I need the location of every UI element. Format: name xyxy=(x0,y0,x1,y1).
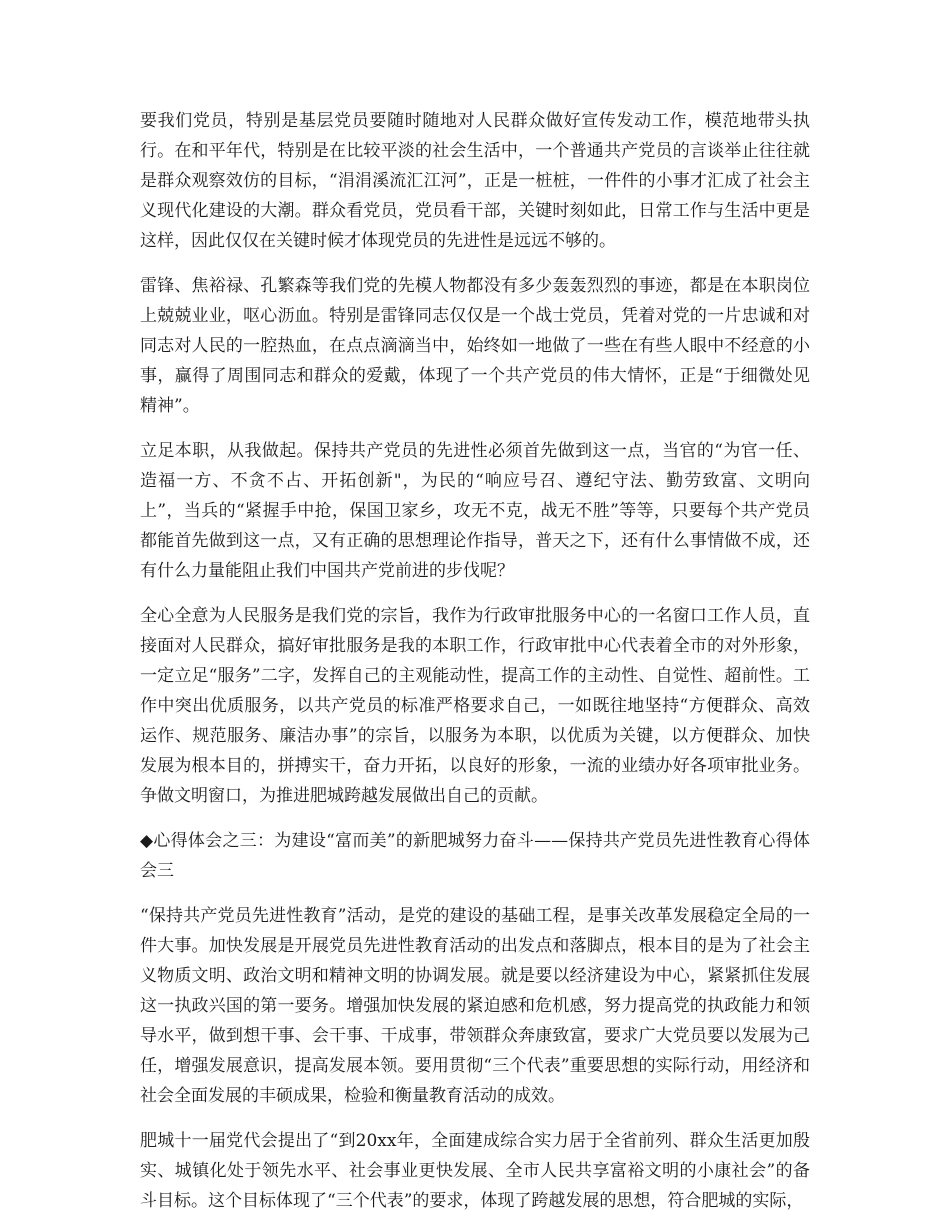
paragraph-3: 立足本职，从我做起。保持共产党员的先进性必须首先做到这一点，当官的“为官一任、造福一方、不贪不占、开拓创新"，为民的“响应号召、遵纪守法、勤劳致富、文明向上”，当兵的“紧握手中抢，保国卫家乡，攻无不克，战无不胜”等等，只要每个共产党员都能首先做到这一点，又有正确的思想理论作指导，普天之下，还有什么事情做不成，还有什么力量能阻止我们中国共产党前进的步伐呢？ xyxy=(140,441,810,581)
paragraph-5: “保持共产党员先进性教育”活动，是党的建设的基础工程，是事关改革发展稳定全局的一件大事。加快发展是开展党员先进性教育活动的出发点和落脚点，根本目的是为了社会主义物质文明、政治文明和精神文明的协调发展。就是要以经济建设为中心，紧紧抓住发展这一执政兴国的第一要务。增强加快发展的紧迫感和危机感，努力提高党的执政能力和领导水平，做到想干事、会干事、干成事，带领群众奔康致富，要求广大党员要以发展为己任，增强发展意识，提高发展本领。要用贯彻“三个代表”重要思想的实际行动，用经济和社会全面发展的丰硕成果，检验和衡量教育活动的成效。 xyxy=(140,906,810,1106)
paragraph-4: 全心全意为人民服务是我们党的宗旨，我作为行政审批服务中心的一名窗口工作人员，直接面对人民群众，搞好审批服务是我的本职工作，行政审批中心代表着全市的对外形象，一定立足“服务”二字，发挥自己的主观能动性，提高工作的主动性、自觉性、超前性。工作中突出优质服务，以共产党员的标准严格要求自己，一如既往地坚持“方便群众、高效运作、规范服务、廉洁办事”的宗旨，以服务为本职，以优质为关键，以方便群众、加快发展为根本目的，拼搏实干，奋力开拓，以良好的形象，一流的业绩办好各项审批业务。争做文明窗口，为推进肥城跨越发展做出自己的贡献。 xyxy=(140,606,810,806)
paragraph-6: 肥城十一届党代会提出了“到20xx年，全面建成综合实力居于全省前列、群众生活更加殷实、城镇化处于领先水平、社会事业更快发展、全市人民共享富裕文明的小康社会”的备斗目标。这个目标体现了“三个代表”的要求，体现了跨越发展的思想，符合肥城的实际， xyxy=(140,1131,810,1211)
section-heading: ◆心得体会之三：为建设“富而美”的新肥城努力奋斗——保持共产党员先进性教育心得体会三 xyxy=(140,831,810,881)
paragraph-2: 雷锋、焦裕禄、孔繁森等我们党的先模人物都没有多少轰轰烈烈的事迹，都是在本职岗位上兢兢业业，呕心沥血。特别是雷锋同志仅仅是一个战士党员，凭着对党的一片忠诚和对同志对人民的一腔热血，在点点滴滴当中，始终如一地做了一些在有些人眼中不经意的小事，赢得了周围同志和群众的爱戴，体现了一个共产党员的伟大情怀，正是“于细微处见精神”。 xyxy=(140,276,810,416)
paragraph-1: 要我们党员，特别是基层党员要随时随地对人民群众做好宣传发动工作，模范地带头执行。在和平年代，特别是在比较平淡的社会生活中，一个普通共产党员的言谈举止往往就是群众观察效仿的目标，“涓涓溪流汇江河”，正是一桩桩，一件件的小事才汇成了社会主义现代化建设的大潮。群众看党员，党员看干部，关键时刻如此，日常工作与生活中更是这样，因此仅仅在关键时候才体现党员的先进性是远远不够的。 xyxy=(140,111,810,251)
